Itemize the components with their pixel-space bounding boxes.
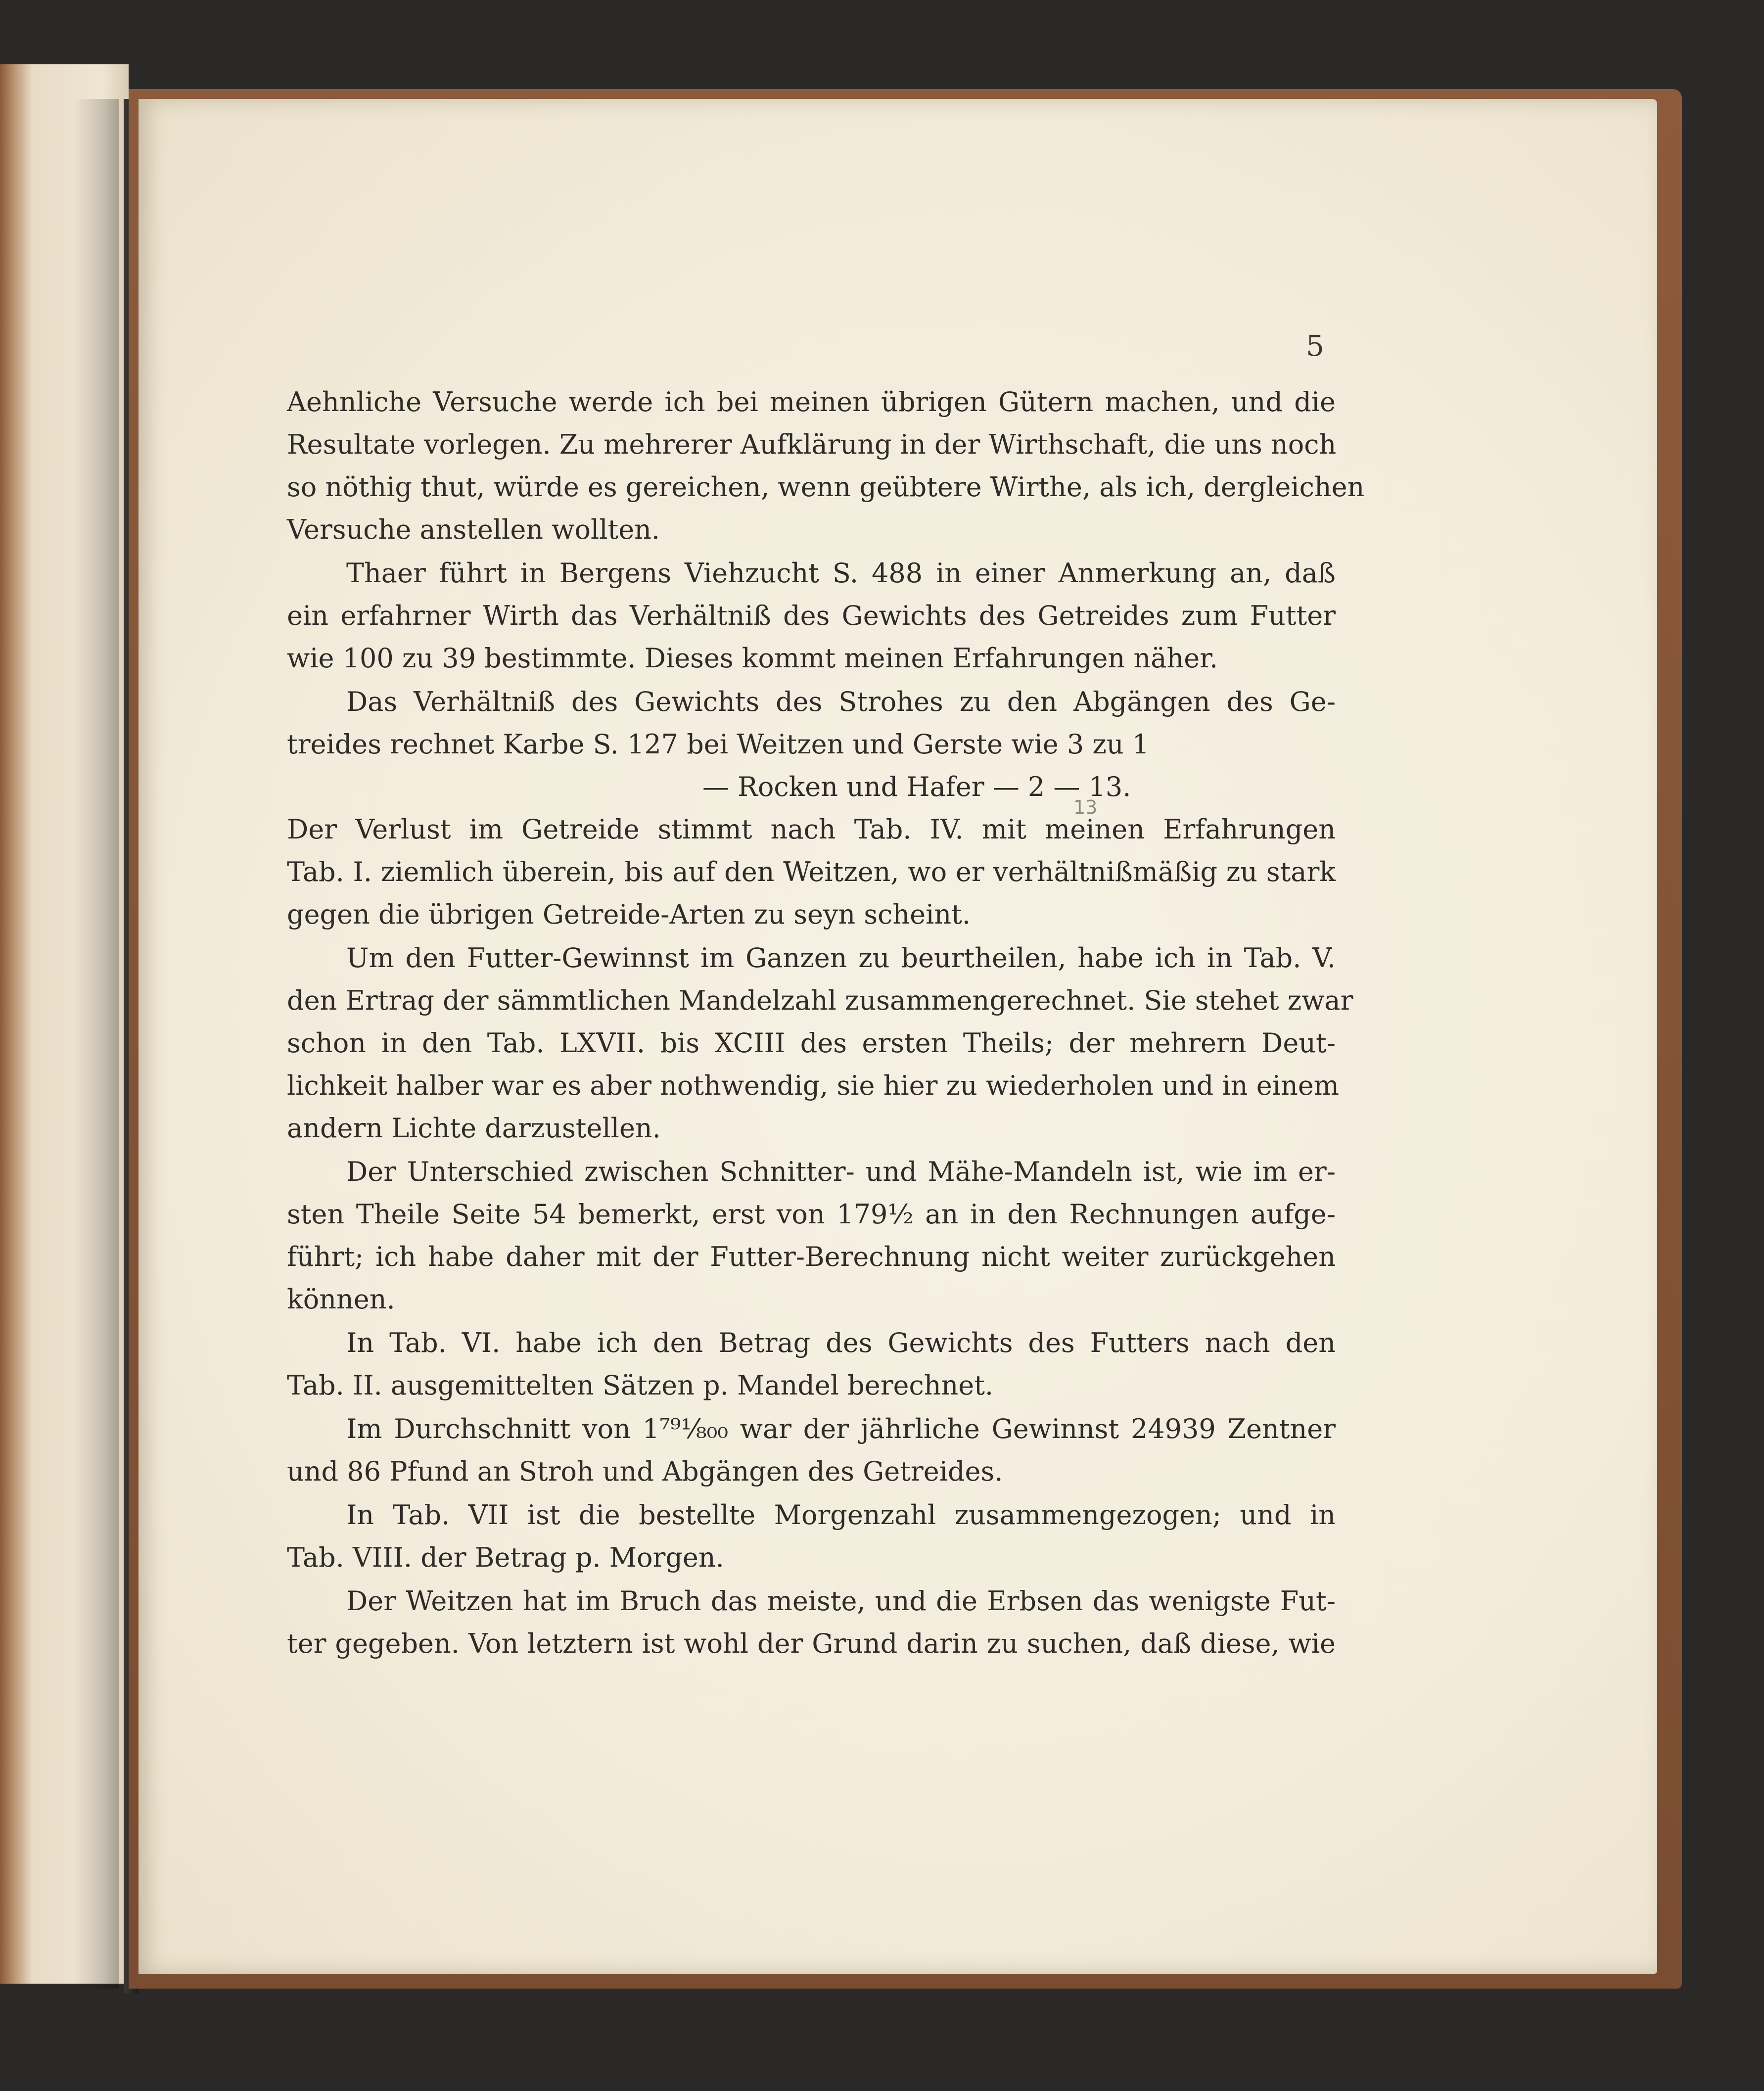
text-line: Resultate vorlegen. Zu mehrerer Aufklärung in der Wirthschaft, die uns noch bbox=[287, 429, 1337, 460]
text-line: wie 100 zu 39 bestimmte. Dieses kommt meinen Erfahrungen näher. bbox=[287, 643, 1218, 674]
text-line: Aehnliche Versuche werde ich bei meinen übrigen Gütern machen, und die bbox=[287, 386, 1336, 418]
text-line: Tab. I. ziemlich überein, bis auf den Weitzen, wo er verhältnißmäßig zu stark bbox=[287, 856, 1336, 887]
text-line: führt; ich habe daher mit der Futter-Berechnung nicht weiter zurückgehen bbox=[287, 1241, 1336, 1272]
text-line: In Tab. VI. habe ich den Betrag des Gewichts des Futters nach den bbox=[346, 1327, 1336, 1358]
text-line: Das Verhältniß des Gewichts des Strohes zu den Abgängen des Ge- bbox=[346, 686, 1336, 717]
text-line: gegen die übrigen Getreide-Arten zu seyn scheint. bbox=[287, 899, 971, 930]
text-line: ter gegeben. Von letztern ist wohl der Grund darin zu suchen, daß diese, wie bbox=[287, 1628, 1336, 1659]
text-line: so nöthig thut, würde es gereichen, wenn geübtere Wirthe, als ich, dergleichen bbox=[287, 471, 1365, 503]
text-line: sten Theile Seite 54 bemerkt, erst von 179½ an in den Rechnungen aufge- bbox=[287, 1199, 1336, 1230]
text-line: und 86 Pfund an Stroh und Abgängen des Getreides. bbox=[287, 1456, 1003, 1487]
text-line: Der Unterschied zwischen Schnitter- und Mähe-Mandeln ist, wie im er- bbox=[346, 1156, 1336, 1187]
text-line: Tab. VIII. der Betrag p. Morgen. bbox=[287, 1542, 724, 1573]
text-line: andern Lichte darzustellen. bbox=[287, 1113, 661, 1144]
pencil-annotation: 13 bbox=[1073, 796, 1098, 818]
text-line: schon in den Tab. LXVII. bis XCIII des ersten Theils; der mehrern Deut- bbox=[287, 1027, 1336, 1059]
text-line: ein erfahrner Wirth das Verhältniß des Gewichts des Getreides zum Futter bbox=[287, 600, 1336, 631]
text-line: können. bbox=[287, 1284, 395, 1315]
gutter-shadow bbox=[74, 99, 119, 1989]
text-line: Versuche anstellen wollten. bbox=[287, 514, 660, 545]
text-line: Thaer führt in Bergens Viehzucht S. 488 in einer Anmerkung an, daß bbox=[346, 558, 1336, 589]
text-line: In Tab. VII ist die bestellte Morgenzahl zusammengezogen; und in bbox=[346, 1499, 1336, 1531]
text-line: Tab. II. ausgemittelten Sätzen p. Mandel berechnet. bbox=[287, 1370, 994, 1401]
text-line: den Ertrag der sämmtlichen Mandelzahl zusammengerechnet. Sie stehet zwar bbox=[287, 985, 1353, 1016]
text-line: — Rocken und Hafer — 2 — 13. bbox=[702, 771, 1131, 802]
text-line: Der Verlust im Getreide stimmt nach Tab. IV. mit meinen Erfahrungen bbox=[287, 814, 1336, 845]
text-line: Der Weitzen hat im Bruch das meiste, und die Erbsen das wenigste Fut- bbox=[346, 1585, 1336, 1617]
text-line: treides rechnet Karbe S. 127 bei Weitzen und Gerste wie 3 zu 1 bbox=[287, 729, 1150, 760]
text-line: lichkeit halber war es aber nothwendig, sie hier zu wiederholen und in einem bbox=[287, 1070, 1339, 1101]
page-number: 5 bbox=[1306, 329, 1324, 363]
text-line: Im Durchschnitt von 1⁷⁹¹⁄₈₀₀ war der jährliche Gewinnst 24939 Zentner bbox=[346, 1413, 1336, 1444]
text-line: Um den Futter-Gewinnst im Ganzen zu beurtheilen, habe ich in Tab. V. bbox=[346, 942, 1336, 974]
